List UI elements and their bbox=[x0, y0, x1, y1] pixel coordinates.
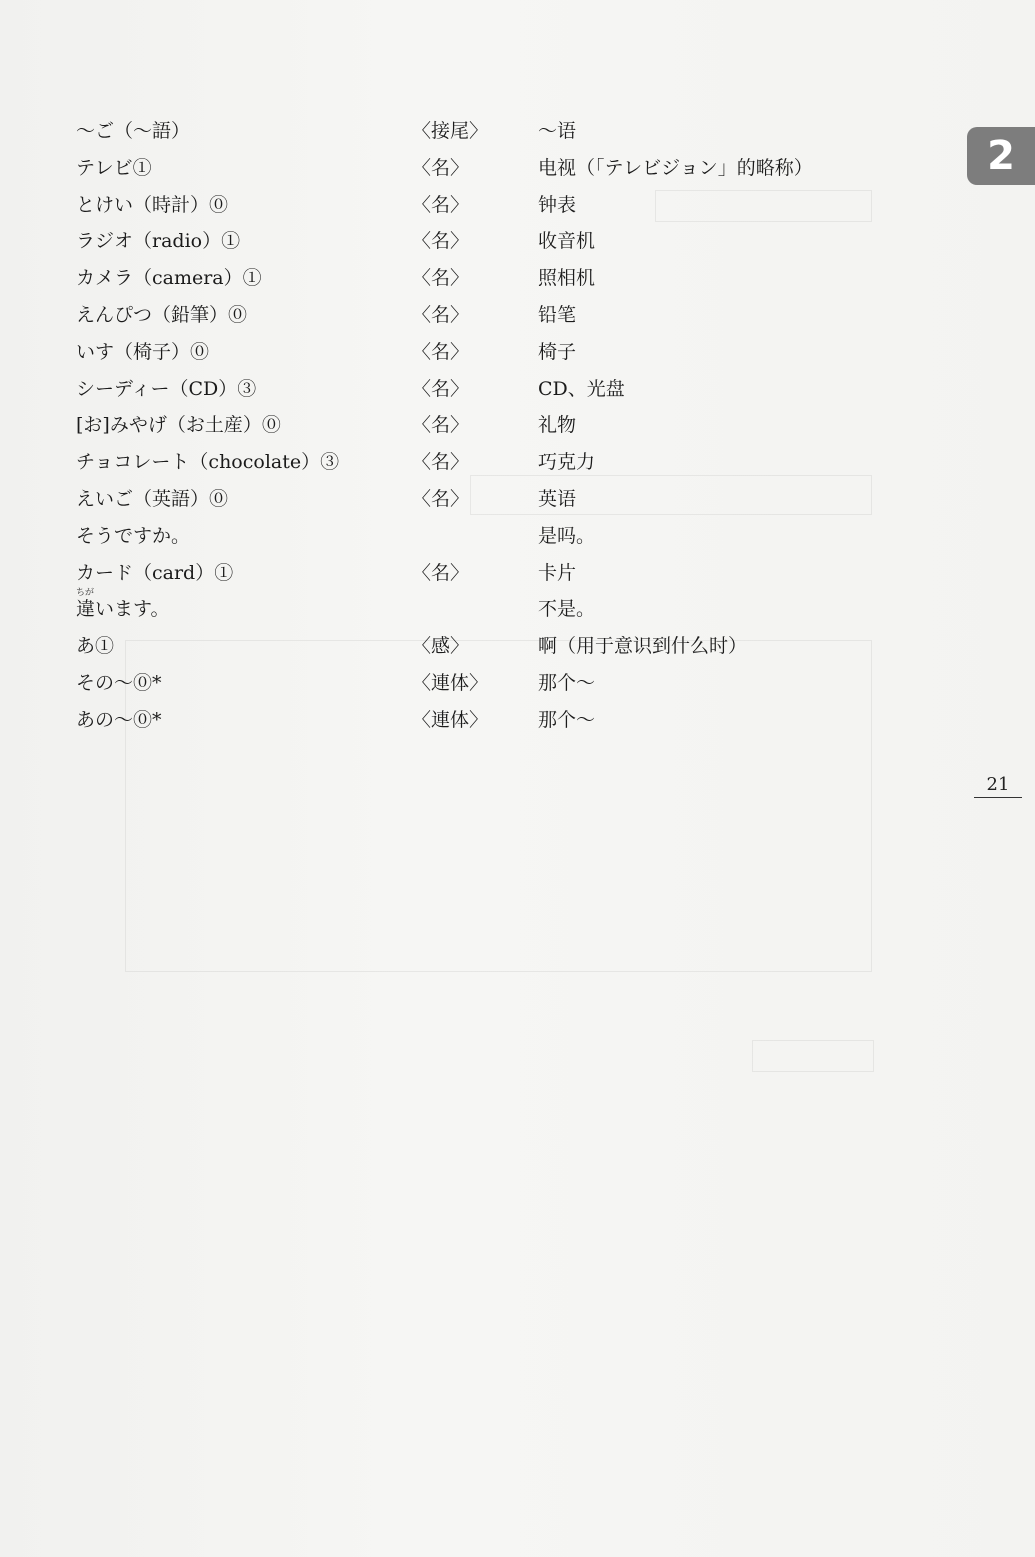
vocab-row bbox=[76, 588, 896, 628]
vocab-part-of-speech: 〈名〉 bbox=[412, 340, 470, 363]
vocab-meaning: 礼物 bbox=[538, 414, 577, 437]
vocab-term: シーディー（CD）③ bbox=[76, 377, 257, 400]
vocab-row bbox=[76, 555, 896, 592]
vocab-term: あ① bbox=[76, 635, 115, 658]
vocab-row bbox=[76, 260, 896, 297]
vocab-row bbox=[76, 407, 896, 444]
vocab-term: とけい（時計）⓪ bbox=[76, 193, 229, 216]
bleed-through-box bbox=[752, 1040, 874, 1072]
vocab-meaning: 那个～ bbox=[538, 708, 596, 731]
chapter-number: 2 bbox=[987, 133, 1015, 179]
vocab-furigana: ちが bbox=[76, 588, 95, 599]
vocab-meaning: 照相机 bbox=[538, 267, 596, 290]
vocab-row bbox=[76, 371, 896, 408]
vocab-term: 違います。 bbox=[76, 598, 170, 621]
vocab-row bbox=[76, 702, 896, 739]
vocab-meaning: 那个～ bbox=[538, 671, 596, 694]
vocab-row bbox=[76, 150, 896, 187]
vocab-meaning: CD、光盘 bbox=[538, 377, 625, 400]
vocab-term: テレビ① bbox=[76, 156, 152, 179]
page-number: 21 bbox=[974, 774, 1022, 798]
vocab-meaning: 铅笔 bbox=[538, 303, 577, 326]
vocab-part-of-speech: 〈名〉 bbox=[412, 377, 470, 400]
vocab-row bbox=[76, 187, 896, 224]
vocab-part-of-speech: 〈名〉 bbox=[412, 193, 470, 216]
vocab-term: ラジオ（radio）① bbox=[76, 230, 241, 253]
vocab-term: えんぴつ（鉛筆）⓪ bbox=[76, 303, 248, 326]
vocab-row bbox=[76, 223, 896, 260]
vocab-part-of-speech: 〈名〉 bbox=[412, 451, 470, 474]
vocab-part-of-speech: 〈連体〉 bbox=[412, 671, 489, 694]
vocab-meaning: 是吗。 bbox=[538, 524, 596, 547]
vocab-meaning: 收音机 bbox=[538, 230, 596, 253]
vocab-term: カメラ（camera）① bbox=[76, 267, 262, 290]
vocab-term: チョコレート（chocolate）③ bbox=[76, 451, 340, 474]
vocab-meaning: ～语 bbox=[538, 120, 577, 142]
vocab-meaning: 巧克力 bbox=[538, 451, 596, 474]
vocab-row bbox=[76, 481, 896, 518]
vocab-term: その～⓪* bbox=[76, 671, 162, 694]
vocab-term: [お]みやげ（お土産）⓪ bbox=[76, 414, 281, 437]
vocab-part-of-speech: 〈名〉 bbox=[412, 230, 470, 253]
vocab-meaning: 啊（用于意识到什么时） bbox=[538, 635, 748, 658]
vocab-meaning: 电视（「テレビジョン」的略称） bbox=[538, 156, 813, 179]
vocab-meaning: 不是。 bbox=[538, 598, 596, 621]
chapter-tab bbox=[967, 127, 1035, 185]
vocab-part-of-speech: 〈連体〉 bbox=[412, 708, 489, 731]
vocab-row bbox=[76, 665, 896, 702]
vocab-part-of-speech: 〈名〉 bbox=[412, 414, 470, 437]
vocab-row bbox=[76, 518, 896, 555]
vocab-term: そうですか。 bbox=[76, 524, 191, 547]
vocab-meaning: 卡片 bbox=[538, 561, 577, 584]
vocab-part-of-speech: 〈名〉 bbox=[412, 267, 470, 290]
vocab-row bbox=[76, 113, 896, 150]
vocab-term: ～ご（～語） bbox=[76, 120, 191, 142]
vocab-meaning: 钟表 bbox=[538, 193, 577, 216]
vocab-part-of-speech: 〈接尾〉 bbox=[412, 120, 489, 142]
vocab-part-of-speech: 〈感〉 bbox=[412, 635, 470, 658]
vocab-row bbox=[76, 628, 896, 665]
vocab-part-of-speech: 〈名〉 bbox=[412, 561, 470, 584]
vocab-part-of-speech: 〈名〉 bbox=[412, 303, 470, 326]
vocabulary-list bbox=[76, 113, 896, 739]
vocab-term: いす（椅子）⓪ bbox=[76, 340, 210, 363]
vocab-term: カード（card）① bbox=[76, 561, 234, 584]
vocab-part-of-speech: 〈名〉 bbox=[412, 156, 470, 179]
vocab-term: えいご（英語）⓪ bbox=[76, 487, 229, 510]
vocab-part-of-speech: 〈名〉 bbox=[412, 487, 470, 510]
vocab-row bbox=[76, 444, 896, 481]
vocab-term: あの～⓪* bbox=[76, 708, 162, 731]
vocab-meaning: 英语 bbox=[538, 487, 577, 510]
vocab-row bbox=[76, 334, 896, 371]
vocab-meaning: 椅子 bbox=[538, 340, 577, 363]
vocab-row bbox=[76, 297, 896, 334]
